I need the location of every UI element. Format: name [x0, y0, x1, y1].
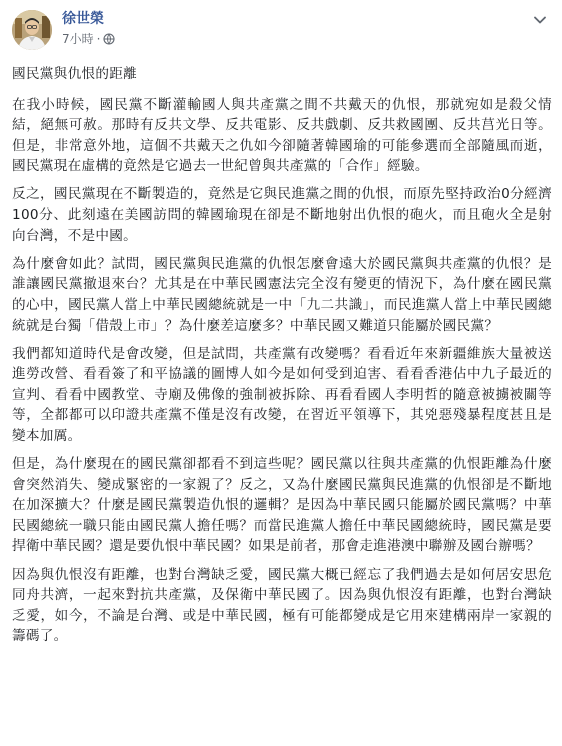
- post-paragraph-4: 我們都知道時代是會改變，但是試問，共產黨有改變嗎？看看近年來新疆維族大量被送進勞改營、看看簽了和平協議的圖博人如今是如何受到迫害、看看香港佔中九子最近的宣判、看看中國教堂、寺廟及佛像的強制被拆除、再看看國人李明哲的隨意被擄被關等等，全都都可以印證共產黨不僅是沒有改變，在習近平領導下，其兇惡殘暴程度甚且是變本加厲。: [12, 345, 552, 444]
- post-timestamp-row: [62, 31, 528, 47]
- post-title: 國民黨與仇恨的距離: [12, 66, 138, 82]
- post-paragraph-3: 為什麼會如此？試問，國民黨與民進黨的仇恨怎麼會遠大於國民黨與共產黨的仇恨？是誰讓國民黨撤退來台？尤其是在中華民國憲法完全沒有變更的情況下，為什麼在國民黨的心中，國民黨人當上中華民國總統就是一中「九二共識」，而民進黨人當上中華民國總統就是台獨「借殼上市」？為什麼差這麼多？中華民國又難道只能屬於國民黨？: [12, 255, 552, 334]
- post-meta: [62, 8, 528, 47]
- post-content: [12, 64, 552, 647]
- avatar-photo: [12, 10, 52, 50]
- post-time[interactable]: 7小時: [62, 32, 94, 46]
- separator-dot: ·: [96, 32, 101, 46]
- post-paragraph-2: 反之，國民黨現在不斷製造的，竟然是它與民進黨之間的仇恨，而原先堅持政治0分經濟100分、此刻遠在美國訪問的韓國瑜現在卻是不斷地射出仇恨的砲火，而且砲火全是射向台灣，不是中國。: [12, 186, 552, 244]
- globe-icon[interactable]: [103, 33, 115, 45]
- post-paragraph-6: 因為與仇恨沒有距離，也對台灣缺乏愛，國民黨大概已經忘了我們過去是如何居安思危同舟共濟，一起來對抗共產黨，及保衛中華民國了。因為與仇恨沒有距離，也對台灣缺乏愛，如今，不論是台灣、或是中華民國，極有可能都變成是它用來建構兩岸一家親的籌碼了。: [12, 566, 552, 645]
- post-paragraph-5: 但是，為什麼現在的國民黨卻都看不到這些呢？國民黨以往與共產黨的仇恨距離為什麼會突然消失、變成緊密的一家親了？反之，又為什麼國民黨與民進黨的仇恨卻是不斷地在加深擴大？什麼是國民黨製造仇恨的邏輯？是因為中華民國只能屬於國民黨嗎？中華民國總統一職只能由國民黨人擔任嗎？而當民進黨人擔任中華民國總統時，國民黨是要捍衛中華民國？還是要仇恨中華民國？如果是前者，那會走進港澳中聯辦及國台辦嗎？: [12, 456, 552, 555]
- avatar[interactable]: [12, 10, 52, 50]
- author-name[interactable]: 徐世榮: [62, 11, 104, 27]
- post-header: [12, 8, 552, 64]
- post-options-button[interactable]: [528, 10, 552, 26]
- chevron-down-icon: [534, 9, 546, 28]
- post-paragraph-1: 在我小時候，國民黨不斷灌輸國人與共產黨之間不共戴天的仇恨，那就宛如是殺父情結，絕無可赦。那時有反共文學、反共電影、反共戲劇、反共救國團、反共莒光日等。但是，非常意外地，這個不共戴天之仇如今卻隨著韓國瑜的可能參選而全部隨風而逝，國民黨現在虛構的竟然是它過去一世紀曾與共產黨的「合作」經驗。: [12, 96, 552, 175]
